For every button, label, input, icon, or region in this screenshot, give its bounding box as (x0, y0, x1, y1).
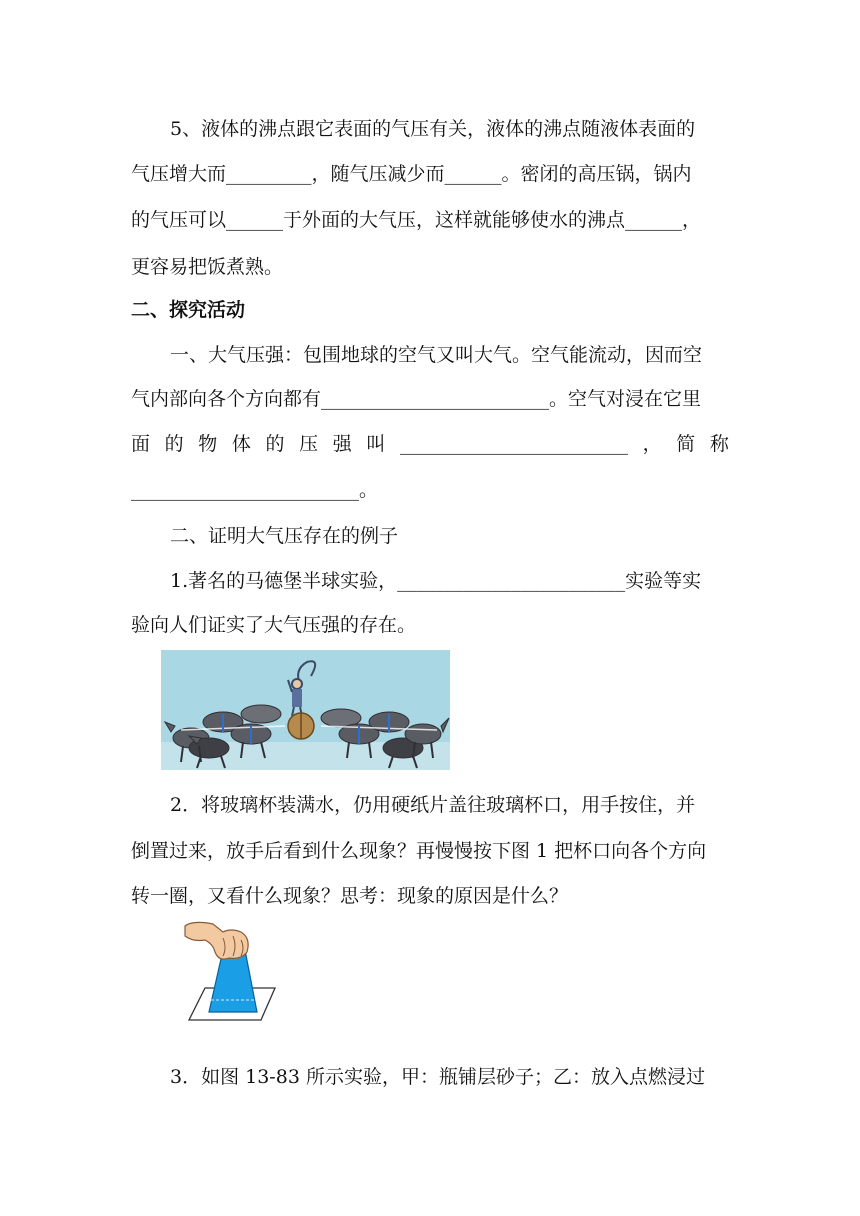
blank: ________________________ (400, 433, 628, 455)
q5-line-4: 更容易把饭煮熟。 (131, 256, 284, 278)
item3-line-1: 3．如图 13-83 所示实验，甲：瓶铺层砂子；乙：放入点燃浸过 (170, 1066, 705, 1088)
atm-line-1: 一、大气压强：包围地球的空气又叫大气。空气能流动，因而空 (170, 344, 703, 366)
char: 压 (299, 433, 319, 455)
char: 面 (131, 433, 151, 455)
item1-line-2: 验向人们证实了大气压强的存在。 (131, 614, 417, 636)
char: 的 (164, 433, 184, 455)
atm-line-2: 气内部向各个方向都有________________________。空气对浸在它里 (131, 388, 702, 410)
char: 物 (198, 433, 218, 455)
atm-line-3 (131, 430, 729, 458)
atm-line-4: ________________________。 (131, 479, 379, 501)
char: 简 (676, 433, 696, 455)
char: 体 (231, 433, 251, 455)
magdeburg-hemispheres-image (161, 650, 450, 770)
item2-line-1: 2．将玻璃杯装满水，仍用硬纸片盖往玻璃杯口，用手按住，并 (170, 794, 696, 816)
section-heading: 二、探究活动 (131, 299, 246, 321)
char: ， (642, 433, 662, 455)
item1-line-1: 1.著名的马德堡半球实验，________________________实验等实 (170, 570, 702, 592)
q5-line-1: 5、液体的沸点跟它表面的气压有关，液体的沸点随液体表面的 (170, 118, 696, 140)
examples-title: 二、证明大气压存在的例子 (170, 525, 399, 547)
inverted-cup-image (183, 918, 283, 1024)
hand (185, 922, 248, 959)
char: 的 (265, 433, 285, 455)
q5-line-2: 气压增大而_________，随气压减少而______。密闭的高压锅，锅内 (131, 163, 692, 185)
glass-cup (209, 950, 257, 1012)
char: 称 (709, 433, 729, 455)
item2-line-2: 倒置过来，放手后看到什么现象？再慢慢按下图 1 把杯口向各个方向 (131, 840, 707, 862)
char: 叫 (366, 433, 386, 455)
item2-line-3: 转一圈，又看什么现象？思考：现象的原因是什么？ (131, 885, 569, 907)
char: 强 (332, 433, 352, 455)
q5-line-3: 的气压可以______于外面的大气压，这样就能够使水的沸点______， (131, 209, 702, 231)
